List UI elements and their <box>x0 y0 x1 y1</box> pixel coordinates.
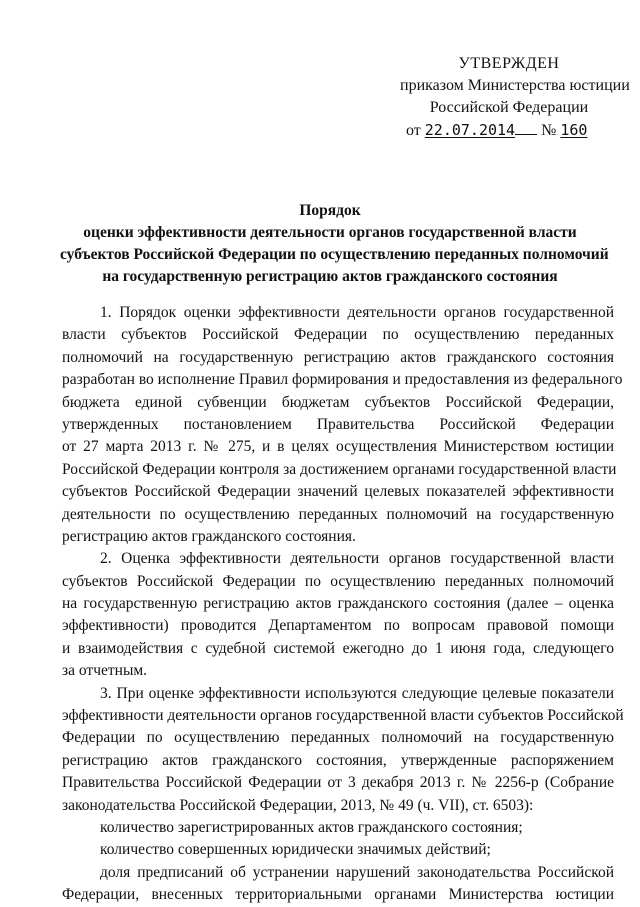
body-line: бюджета единой субвенции бюджетам субъектов Российской Федерации, <box>62 393 614 411</box>
document-body <box>62 302 624 907</box>
body-line: количество зарегистрированных актов гражданского состояния; <box>100 818 523 836</box>
body-line: за отчетным. <box>62 662 148 680</box>
body-line: власти субъектов Российской Федерации по осуществлению переданных <box>62 326 614 344</box>
approval-stamp: УТВЕРЖДЕН <box>458 55 560 72</box>
title-heading: Порядок <box>299 202 361 219</box>
body-line: полномочий на государственную регистрацию актов гражданского состояния <box>62 348 614 366</box>
number-value: 160 <box>560 121 588 139</box>
date-prefix: от <box>406 122 421 139</box>
body-line: Федерации, внесенных территориальными органами Министерства юстиции <box>62 886 614 904</box>
approval-line-2: Российской Федерации <box>429 99 589 116</box>
title-line-1: оценки эффективности деятельности органов государственной власти <box>83 224 577 241</box>
body-line: законодательства Российской Федерации, 2013, № 49 (ч. VII), ст. 6503): <box>62 796 534 814</box>
approval-line-1: приказом Министерства юстиции <box>400 77 630 94</box>
body-line: регистрацию актов гражданского состояния, утвержденные распоряжением <box>62 751 614 769</box>
title-line-2: субъектов Российской Федерации по осуществлению переданных полномочий <box>60 246 609 263</box>
approval-block <box>400 53 630 142</box>
number-prefix: № <box>541 122 557 139</box>
body-line: 2. Оценка эффективности деятельности органов государственной власти <box>100 550 614 568</box>
body-line: от 27 марта 2013 г. № 275, и в целях осуществления Министерством юстиции <box>62 438 614 456</box>
body-line: субъектов Российской Федерации по осуществлению переданных полномочий <box>62 572 614 590</box>
body-line: 3. При оценке эффективности используются следующие целевые показатели <box>100 684 614 702</box>
body-line: разработан во исполнение Правил формирования и предоставления из федерального <box>62 371 623 389</box>
body-line: субъектов Российской Федерации значений целевых показателей эффективности <box>62 483 614 501</box>
body-line: деятельности по осуществлению переданных полномочий на государственную <box>62 505 614 523</box>
body-line: 1. Порядок оценки эффективности деятельности органов государственной <box>100 304 614 321</box>
body-line: и взаимодействия с судебной системой ежегодно до 1 июня года, следующего <box>62 639 614 657</box>
title-line-3: на государственную регистрацию актов гражданского состояния <box>102 268 558 285</box>
body-line: доля предписаний об устранении нарушений законодательства Российской <box>100 863 614 881</box>
date-value: 22.07.2014 <box>424 121 516 139</box>
body-line: количество совершенных юридически значимых действий; <box>100 841 491 859</box>
body-line: регистрацию актов гражданского состояния. <box>62 527 356 545</box>
body-line: Правительства Российской Федерации от 3 декабря 2013 г. № 2256-р (Собрание <box>62 774 614 792</box>
body-line: Российской Федерации контроля за достижением органами государственной власти <box>62 460 617 478</box>
body-line: на государственную регистрацию актов гражданского состояния (далее – оценка <box>62 595 614 613</box>
body-line: Федерации по осуществлению переданных полномочий на государственную <box>62 729 614 747</box>
body-line: утвержденных постановлением Правительства Российской Федерации <box>62 415 614 433</box>
date-underline <box>515 120 537 135</box>
body-line: эффективности) проводится Департаментом по вопросам правовой помощи <box>62 617 614 635</box>
body-line: эффективности деятельности органов государственной власти субъектов Российской <box>62 707 624 725</box>
approval-date-line <box>400 119 618 142</box>
document-title <box>60 200 609 288</box>
